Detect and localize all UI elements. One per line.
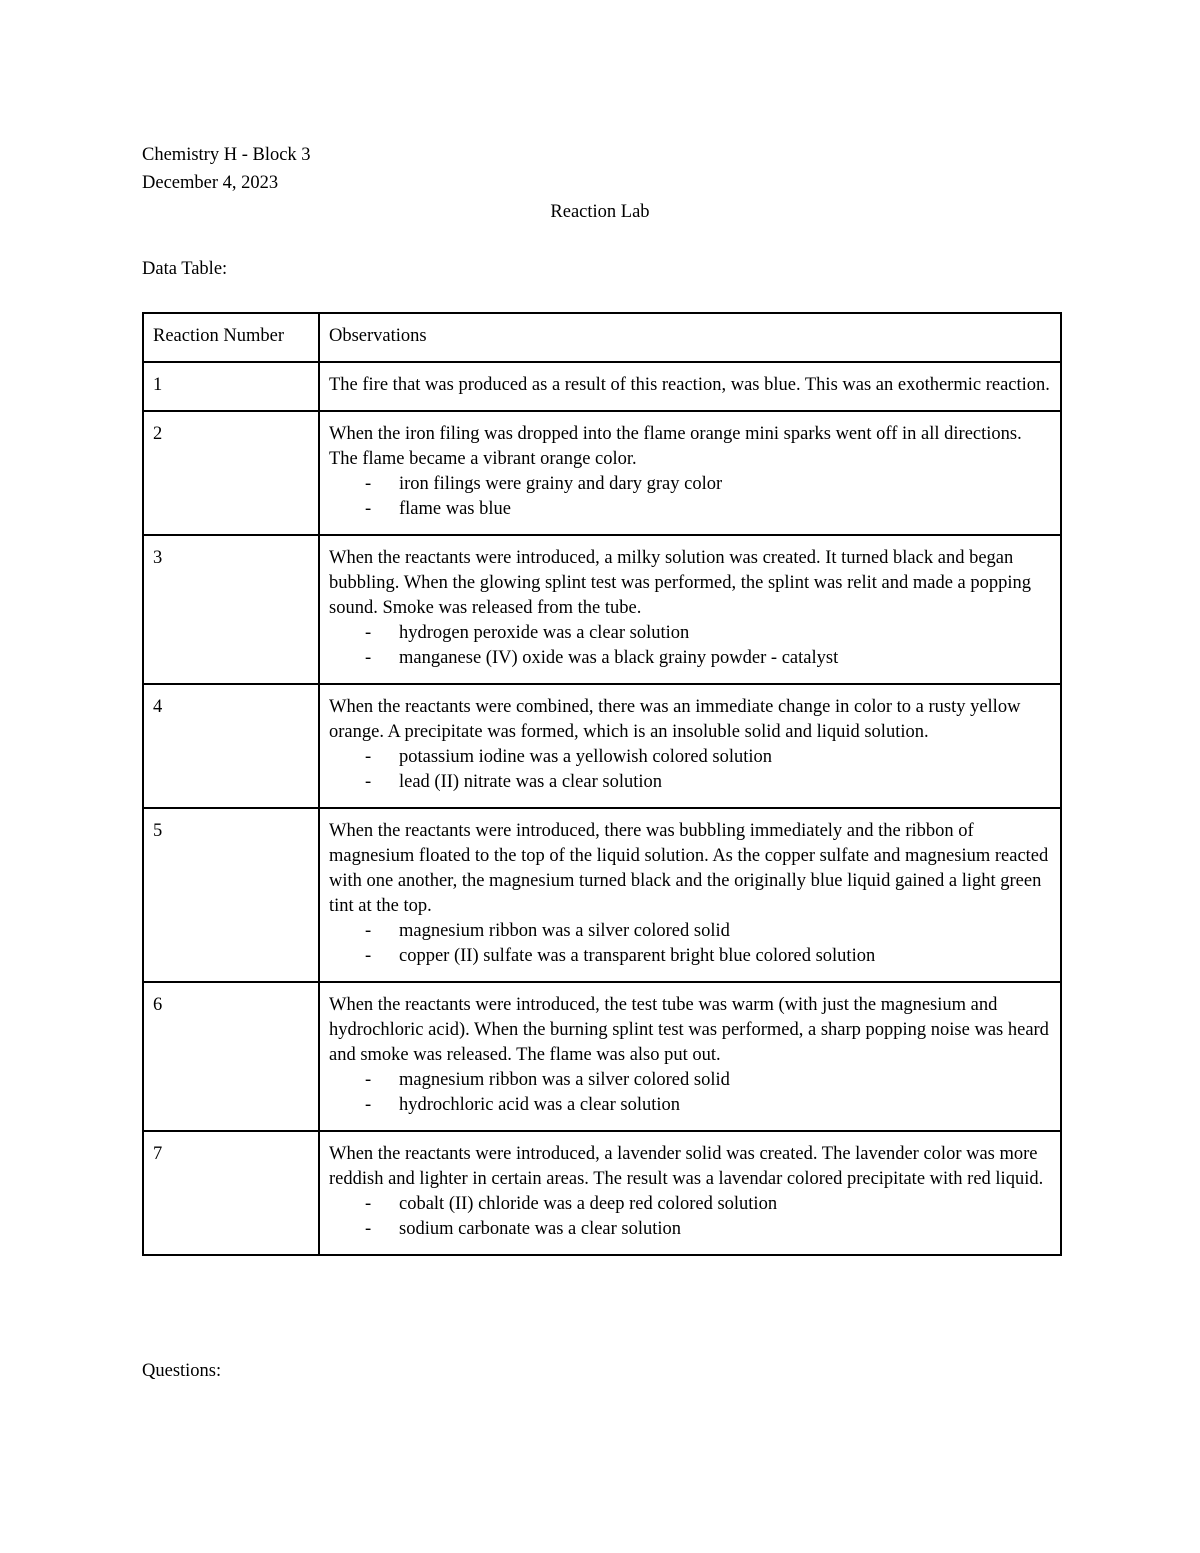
observation-text: When the reactants were introduced, a lavender solid was created. The lavender color was more reddish and lighter in certain areas. The result was a lavendar colored precipitate with red liquid.: [329, 1144, 1044, 1189]
observation-cell: [319, 362, 1061, 411]
bullet-dash: -: [365, 499, 372, 519]
observation-text: When the reactants were combined, there was an immediate change in color to a rusty yellow orange. A precipitate was formed, which is an insoluble solid and liquid solution.: [329, 697, 1021, 742]
bullet-dash: -: [365, 772, 372, 792]
table-row: [143, 808, 1061, 982]
observation-bullet-list: [329, 621, 1052, 671]
observation-bullet: [365, 919, 1052, 944]
observation-bullet: [365, 770, 1052, 795]
observation-bullet: [365, 1068, 1052, 1093]
bullet-text: flame was blue: [399, 499, 511, 519]
table-row: [143, 684, 1061, 808]
bullet-text: magnesium ribbon was a silver colored solid: [399, 1070, 730, 1090]
questions-label: Questions:: [142, 1361, 222, 1381]
table-header-row: [143, 313, 1061, 362]
observation-bullet-list: [329, 919, 1052, 969]
table-row: [143, 1131, 1061, 1255]
observation-text: The fire that was produced as a result of this reaction, was blue. This was an exothermic reaction.: [329, 375, 1050, 395]
header-observations: Observations: [319, 313, 1061, 362]
data-table: [142, 312, 1062, 1256]
observation-bullet: [365, 472, 1052, 497]
observation-bullet-list: [329, 1192, 1052, 1242]
bullet-text: hydrogen peroxide was a clear solution: [399, 623, 690, 643]
bullet-dash: -: [365, 648, 372, 668]
bullet-text: copper (II) sulfate was a transparent bright blue colored solution: [399, 946, 876, 966]
bullet-text: hydrochloric acid was a clear solution: [399, 1095, 680, 1115]
observation-cell: [319, 411, 1061, 535]
header-reaction-number: Reaction Number: [143, 313, 319, 362]
observation-bullet: [365, 944, 1052, 969]
observation-text: When the reactants were introduced, the test tube was warm (with just the magnesium and hydrochloric acid). When the burning splint test was performed, a sharp popping noise was heard and smoke was released. The flame was also put out.: [329, 995, 1049, 1065]
page-title: Reaction Lab: [550, 202, 650, 222]
reaction-number-cell: 3: [143, 535, 319, 684]
reaction-number-cell: 7: [143, 1131, 319, 1255]
bullet-text: iron filings were grainy and dary gray color: [399, 474, 723, 494]
observation-bullet: [365, 621, 1052, 646]
observation-text: When the reactants were introduced, a milky solution was created. It turned black and began bubbling. When the glowing splint test was performed, the splint was relit and made a popping sound. Smoke was released from the tube.: [329, 548, 1032, 618]
bullet-dash: -: [365, 946, 372, 966]
bullet-text: lead (II) nitrate was a clear solution: [399, 772, 662, 792]
bullet-dash: -: [365, 1219, 372, 1239]
observation-bullet: [365, 1192, 1052, 1217]
reaction-number-cell: 2: [143, 411, 319, 535]
bullet-text: cobalt (II) chloride was a deep red colored solution: [399, 1194, 778, 1214]
table-row: [143, 535, 1061, 684]
observation-cell: [319, 1131, 1061, 1255]
observation-cell: [319, 982, 1061, 1131]
reaction-number-cell: 4: [143, 684, 319, 808]
bullet-dash: -: [365, 1095, 372, 1115]
bullet-text: sodium carbonate was a clear solution: [399, 1219, 682, 1239]
observation-bullet-list: [329, 1068, 1052, 1118]
observation-bullet: [365, 745, 1052, 770]
reaction-number-cell: 6: [143, 982, 319, 1131]
table-row: [143, 411, 1061, 535]
observation-cell: [319, 684, 1061, 808]
course-heading: Chemistry H - Block 3: [142, 145, 311, 165]
observation-bullet: [365, 497, 1052, 522]
date-line: December 4, 2023: [142, 173, 279, 193]
table-row: [143, 982, 1061, 1131]
bullet-dash: -: [365, 623, 372, 643]
observation-bullet: [365, 1217, 1052, 1242]
observation-bullet: [365, 646, 1052, 671]
bullet-text: potassium iodine was a yellowish colored solution: [399, 747, 773, 767]
bullet-dash: -: [365, 474, 372, 494]
reaction-number-cell: 1: [143, 362, 319, 411]
bullet-text: manganese (IV) oxide was a black grainy powder - catalyst: [399, 648, 839, 668]
observation-bullet-list: [329, 745, 1052, 795]
observation-text: When the reactants were introduced, there was bubbling immediately and the ribbon of magnesium floated to the top of the liquid solution. As the copper sulfate and magnesium reacted with one another, the magnesium turned black and the originally blue liquid gained a light green tint at the top.: [329, 821, 1049, 916]
bullet-dash: -: [365, 1194, 372, 1214]
observation-cell: [319, 808, 1061, 982]
table-row: [143, 362, 1061, 411]
observation-bullet-list: [329, 472, 1052, 522]
bullet-dash: -: [365, 921, 372, 941]
data-table-label: Data Table:: [142, 259, 228, 279]
observation-bullet: [365, 1093, 1052, 1118]
observation-text: When the iron filing was dropped into the flame orange mini sparks went off in all directions. The flame became a vibrant orange color.: [329, 424, 1022, 469]
reaction-number-cell: 5: [143, 808, 319, 982]
bullet-dash: -: [365, 747, 372, 767]
bullet-text: magnesium ribbon was a silver colored solid: [399, 921, 730, 941]
bullet-dash: -: [365, 1070, 372, 1090]
observation-cell: [319, 535, 1061, 684]
